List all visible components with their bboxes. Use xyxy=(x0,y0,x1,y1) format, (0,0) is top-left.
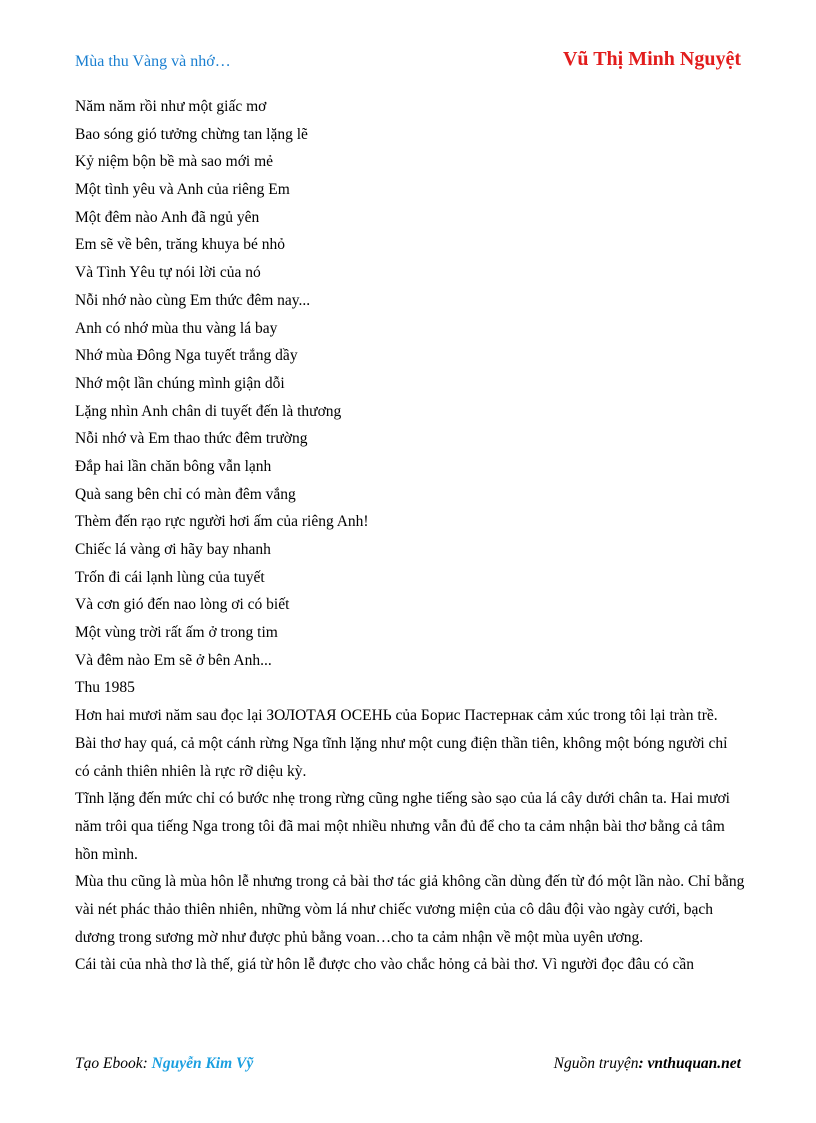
poem xyxy=(75,93,745,702)
paragraph: Mùa thu cũng là mùa hôn lễ nhưng trong cả bài thơ tác giả không cần dùng đến từ đó một lần nào. Chỉ bằng vài nét phác thảo thiên nhiên, những vòm lá như chiếc vương miện của cô dâu đội vào ngày cưới, bạch dương trong sương mờ như được phủ bằng voan…cho ta cảm nhận về một mùa uyên ương. xyxy=(75,873,745,946)
poem-line: Bao sóng gió tưởng chừng tan lặng lẽ xyxy=(75,125,308,143)
page-footer xyxy=(75,1055,741,1077)
author-name: Vũ Thị Minh Nguyệt xyxy=(562,48,741,70)
poem-line: Năm năm rồi như một giấc mơ xyxy=(75,98,267,115)
poem-line: Lặng nhìn Anh chân di tuyết đến là thương xyxy=(75,402,342,420)
poem-line: Chiếc lá vàng ơi hãy bay nhanh xyxy=(75,541,271,558)
poem-line: Nỗi nhớ nào cùng Em thức đêm nay... xyxy=(75,291,311,309)
commentary xyxy=(75,702,745,979)
poem-line: Và Tình Yêu tự nói lời của nó xyxy=(75,264,261,282)
poem-line: Một vùng trời rất ấm ở trong tim xyxy=(75,624,278,642)
poem-date: Thu 1985 xyxy=(75,679,135,697)
poem-line: Nhớ một lần chúng mình giận dỗi xyxy=(75,374,285,392)
paragraph: Tĩnh lặng đến mức chỉ có bước nhẹ trong rừng cũng nghe tiếng sào sạo của lá cây dưới chân ta. Hai mươi năm trôi qua tiếng Nga trong tôi đã mai một nhiều nhưng vẫn đủ để cho ta cảm nhận bài thơ bằng cả tâm hồn mình. xyxy=(75,790,730,863)
poem-line: Đắp hai lần chăn bông vẫn lạnh xyxy=(75,457,272,475)
ebook-creator-name: Nguyễn Kim Vỹ xyxy=(151,1055,254,1072)
source-label: Nguồn truyện xyxy=(553,1055,639,1072)
document-body xyxy=(75,93,745,979)
paragraph: Cái tài của nhà thơ là thế, giá từ hôn lễ được cho vào chắc hỏng cả bài thơ. Vì người đọc đâu có cần xyxy=(75,956,694,974)
source-site: vnthuquan.net xyxy=(647,1055,741,1072)
ebook-separator: : xyxy=(142,1055,152,1072)
poem-line: Một tình yêu và Anh của riêng Em xyxy=(75,181,290,199)
document-title: Mùa thu Vàng và nhớ… xyxy=(75,53,231,70)
poem-line: Và đêm nào Em sẽ ở bên Anh... xyxy=(75,651,272,669)
ebook-label: Tạo Ebook xyxy=(75,1055,143,1072)
poem-line: Thèm đến rạo rực người hơi ấm của riêng Anh! xyxy=(75,513,369,531)
source-separator: : xyxy=(638,1055,648,1072)
poem-line: Nhớ mùa Đông Nga tuyết trắng dầy xyxy=(75,347,298,365)
poem-line: Nỗi nhớ và Em thao thức đêm trường xyxy=(75,430,308,448)
poem-line: Quà sang bên chỉ có màn đêm vắng xyxy=(75,485,296,503)
poem-line: Trốn đi cái lạnh lùng của tuyết xyxy=(75,568,265,586)
paragraph: Hơn hai mươi năm sau đọc lại ЗОЛОТАЯ ОСЕНЬ của Борис Пастернак cảm xúc trong tôi lại tràn trề. xyxy=(75,707,718,725)
page-header xyxy=(75,48,741,78)
poem-line: Và cơn gió đến nao lòng ơi có biết xyxy=(75,596,290,614)
paragraph: Bài thơ hay quá, cả một cánh rừng Nga tĩnh lặng như một cung điện thần tiên, không một bóng người chỉ có cảnh thiên nhiên là rực rỡ diệu kỳ. xyxy=(75,734,728,780)
poem-line: Anh có nhớ mùa thu vàng lá bay xyxy=(75,319,278,337)
poem-line: Một đêm nào Anh đã ngủ yên xyxy=(75,208,260,226)
ebook-credit xyxy=(75,1055,253,1073)
poem-line: Em sẽ về bên, trăng khuya bé nhỏ xyxy=(75,236,286,254)
source-credit xyxy=(554,1055,741,1073)
poem-line: Kỷ niệm bộn bề mà sao mới mẻ xyxy=(75,153,274,171)
